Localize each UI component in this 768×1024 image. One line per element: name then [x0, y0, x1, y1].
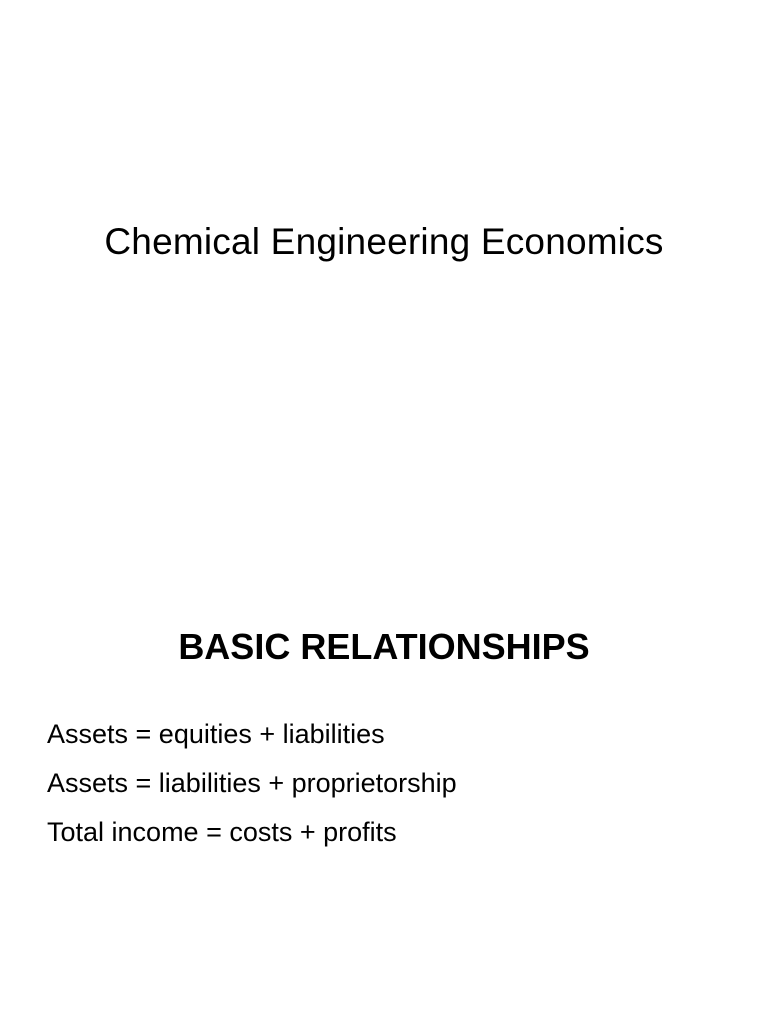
relationship-list	[47, 710, 747, 857]
relationship-line: Assets = equities + liabilities	[47, 719, 385, 749]
slide-basic-relationships	[0, 512, 768, 1024]
relationship-line: Assets = liabilities + proprietorship	[47, 768, 457, 798]
slide-heading: BASIC RELATIONSHIPS	[178, 626, 590, 667]
slide-title-heading: Chemical Engineering Economics	[104, 221, 664, 262]
relationship-line: Total income = costs + profits	[47, 817, 397, 847]
